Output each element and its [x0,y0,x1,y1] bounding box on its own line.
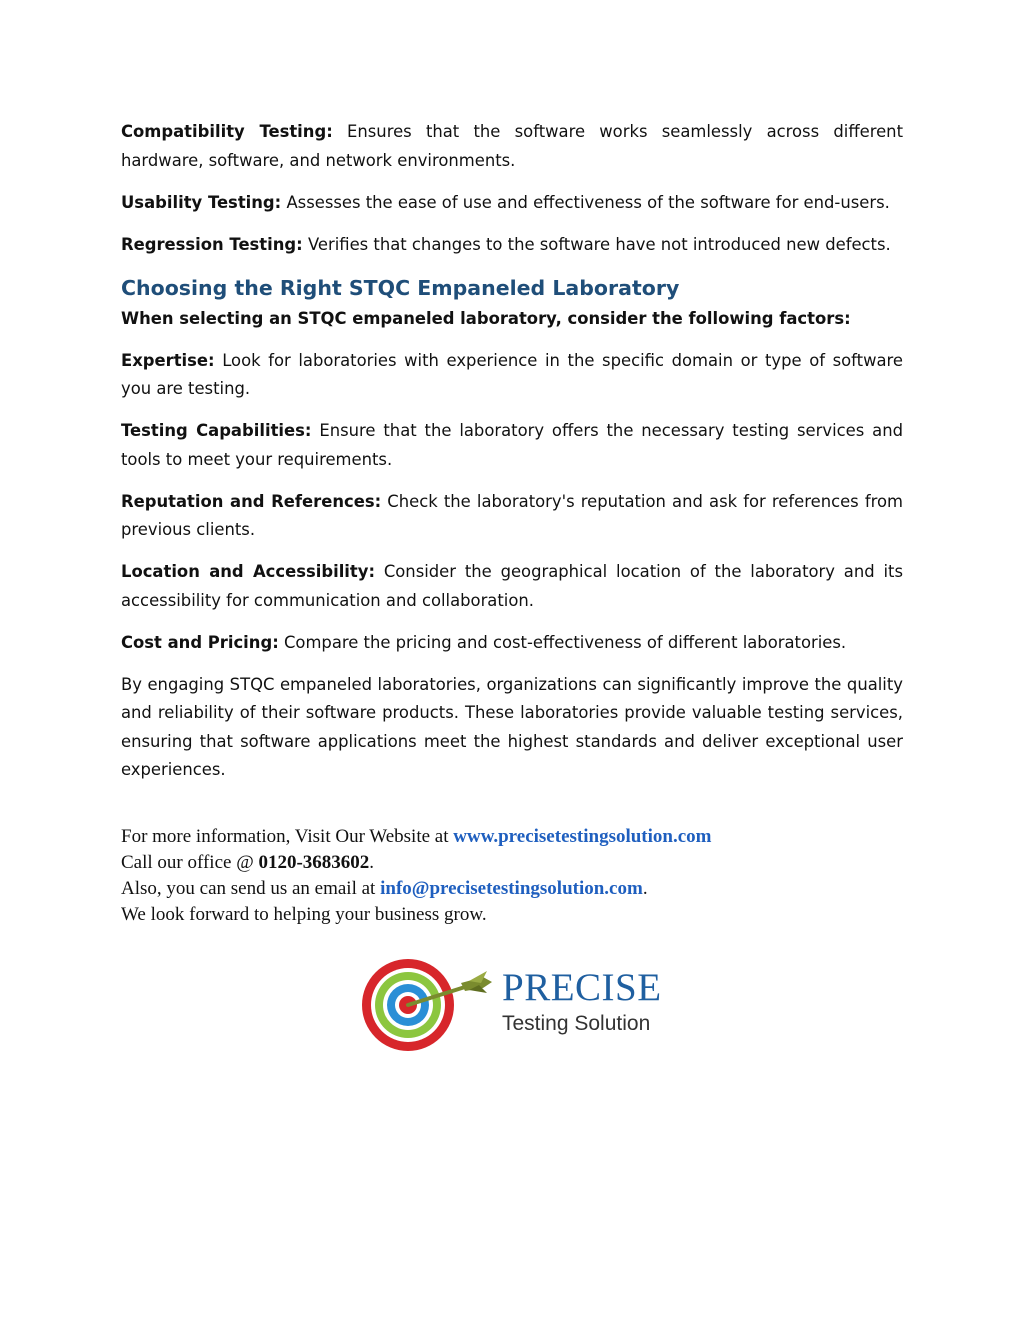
section-subheading: When selecting an STQC empaneled laboratory, consider the following factors: [121,308,851,328]
phone-number: 0120-3683602 [258,852,370,873]
phone-line [121,850,903,876]
logo-tagline: Testing Solution [502,1012,651,1035]
factor-text: Ensure that the laboratory offers the necessary testing services and tools to meet your requirements. [121,421,903,469]
term-text: Assesses the ease of use and effectiveness of the software for end-users. [281,192,890,212]
factor-label: Cost and Pricing: [121,632,279,652]
factor-text: Look for laboratories with experience in the specific domain or type of software you are testing. [121,350,903,398]
paragraph-location [121,558,903,615]
term-label: Usability Testing: [121,192,282,212]
email-link[interactable]: info@precisetestingsolution.com [380,878,643,899]
website-line [121,824,903,850]
main-content [121,118,903,798]
section-heading: Choosing the Right STQC Empaneled Laboratory [121,275,680,300]
paragraph-expertise [121,347,903,404]
company-logo [361,957,661,1053]
closing-line: We look forward to helping your business grow. [121,904,487,925]
factor-label: Location and Accessibility: [121,562,375,581]
term-label: Regression Testing: [121,234,303,254]
website-link[interactable]: www.precisetestingsolution.com [453,826,712,847]
term-label: Compatibility Testing: [121,122,333,141]
factor-text: Consider the geographical location of the laboratory and its accessibility for communication and collaboration. [121,562,903,610]
paragraph-conclusion: By engaging STQC empaneled laboratories, organizations can significantly improve the quality and reliability of their software products. These laboratories provide valuable testing services, ensuring that software applications meet the highest standards and deliver exceptional user experiences. [121,674,903,779]
paragraph-compatibility-testing [121,118,903,175]
factor-text: Compare the pricing and cost-effectiveness of different laboratories. [278,632,847,652]
factor-label: Testing Capabilities: [121,421,312,440]
email-prefix: Also, you can send us an email at [121,878,381,899]
website-prefix: For more information, Visit Our Website at [121,826,454,847]
phone-prefix: Call our office @ [121,852,259,873]
term-text: Ensures that the software works seamlessly across different hardware, software, and network environments. [121,122,904,170]
paragraph-reputation [121,488,903,545]
term-text: Verifies that changes to the software have not introduced new defects. [302,234,891,254]
factor-label: Reputation and References: [121,491,382,511]
contact-block [121,824,903,928]
paragraph-usability-testing [121,189,903,218]
paragraph-cost [121,629,903,658]
dartboard-icon [361,957,501,1053]
paragraph-regression-testing [121,231,903,260]
email-suffix: . [642,878,648,899]
paragraph-testing-capabilities [121,417,903,474]
factor-text: Check the laboratory's reputation and ask for references from previous clients. [121,491,903,539]
factor-label: Expertise: [121,350,215,370]
phone-suffix: . [369,852,375,873]
logo-brand-name: PRECISE [502,966,662,1009]
email-line [121,876,903,902]
